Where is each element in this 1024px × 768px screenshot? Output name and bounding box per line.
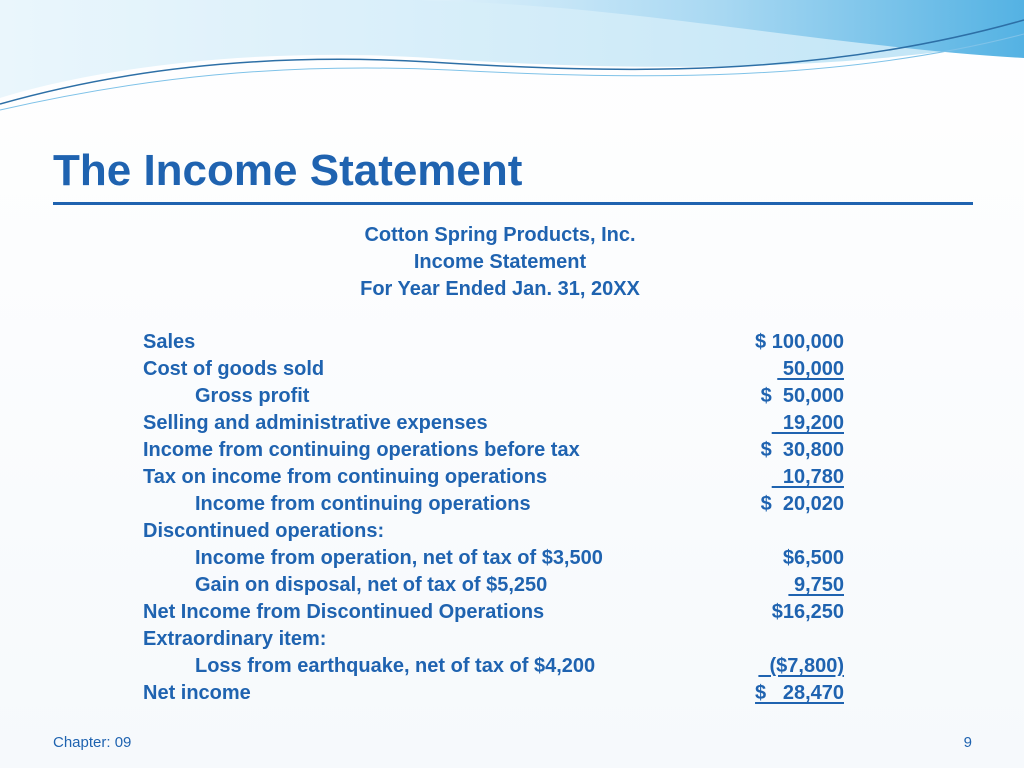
row-amount: 50,000 [777, 358, 844, 380]
slide-title: The Income Statement [53, 146, 523, 195]
row-amount: $ 30,800 [760, 439, 844, 461]
statement-row [143, 383, 844, 410]
statement-row [143, 545, 844, 572]
row-label: Tax on income from continuing operations [143, 466, 548, 488]
row-amount: ($7,800) [758, 655, 844, 677]
company-name: Cotton Spring Products, Inc. [364, 224, 636, 246]
row-label: Income from continuing operations [195, 493, 531, 515]
row-amount: $16,250 [771, 601, 844, 623]
row-label: Net income [143, 682, 251, 704]
title-rule [53, 202, 973, 205]
row-label: Gain on disposal, net of tax of $5,250 [195, 574, 548, 596]
row-amount: 10,780 [771, 466, 844, 488]
row-amount: $ 28,470 [755, 682, 844, 704]
row-label: Sales [143, 331, 196, 353]
footer-page-number: 9 [963, 734, 972, 751]
statement-row [143, 410, 844, 437]
statement-name: Income Statement [413, 251, 587, 273]
statement-row [143, 464, 844, 491]
statement-row [143, 653, 844, 680]
statement-row [143, 437, 844, 464]
row-label: Discontinued operations: [143, 520, 385, 542]
row-amount: $ 20,020 [760, 493, 844, 515]
row-amount: 19,200 [771, 412, 844, 434]
header-swoosh-decoration [0, 0, 1024, 130]
statement-row [143, 518, 844, 545]
row-label: Gross profit [195, 385, 310, 407]
row-label: Net Income from Discontinued Operations [143, 601, 545, 623]
statement-row [143, 491, 844, 518]
row-label: Extraordinary item: [143, 628, 327, 650]
row-label: Income from operation, net of tax of $3,500 [195, 547, 603, 569]
statement-row [143, 626, 844, 653]
row-amount: $6,500 [782, 547, 844, 569]
row-amount: 9,750 [788, 574, 844, 596]
row-label: Loss from earthquake, net of tax of $4,200 [195, 655, 596, 677]
footer-chapter: Chapter: 09 [53, 734, 132, 751]
statement-header [0, 222, 1000, 303]
row-label: Cost of goods sold [143, 358, 325, 380]
row-label: Selling and administrative expenses [143, 412, 488, 434]
statement-period: For Year Ended Jan. 31, 20XX [360, 278, 640, 300]
statement-row [143, 329, 844, 356]
row-label: Income from continuing operations before tax [143, 439, 580, 461]
statement-row [143, 572, 844, 599]
statement-row [143, 599, 844, 626]
statement-row [143, 356, 844, 383]
income-statement-table [143, 329, 844, 707]
row-amount: $ 100,000 [755, 331, 844, 353]
row-amount: $ 50,000 [760, 385, 844, 407]
statement-row [143, 680, 844, 707]
